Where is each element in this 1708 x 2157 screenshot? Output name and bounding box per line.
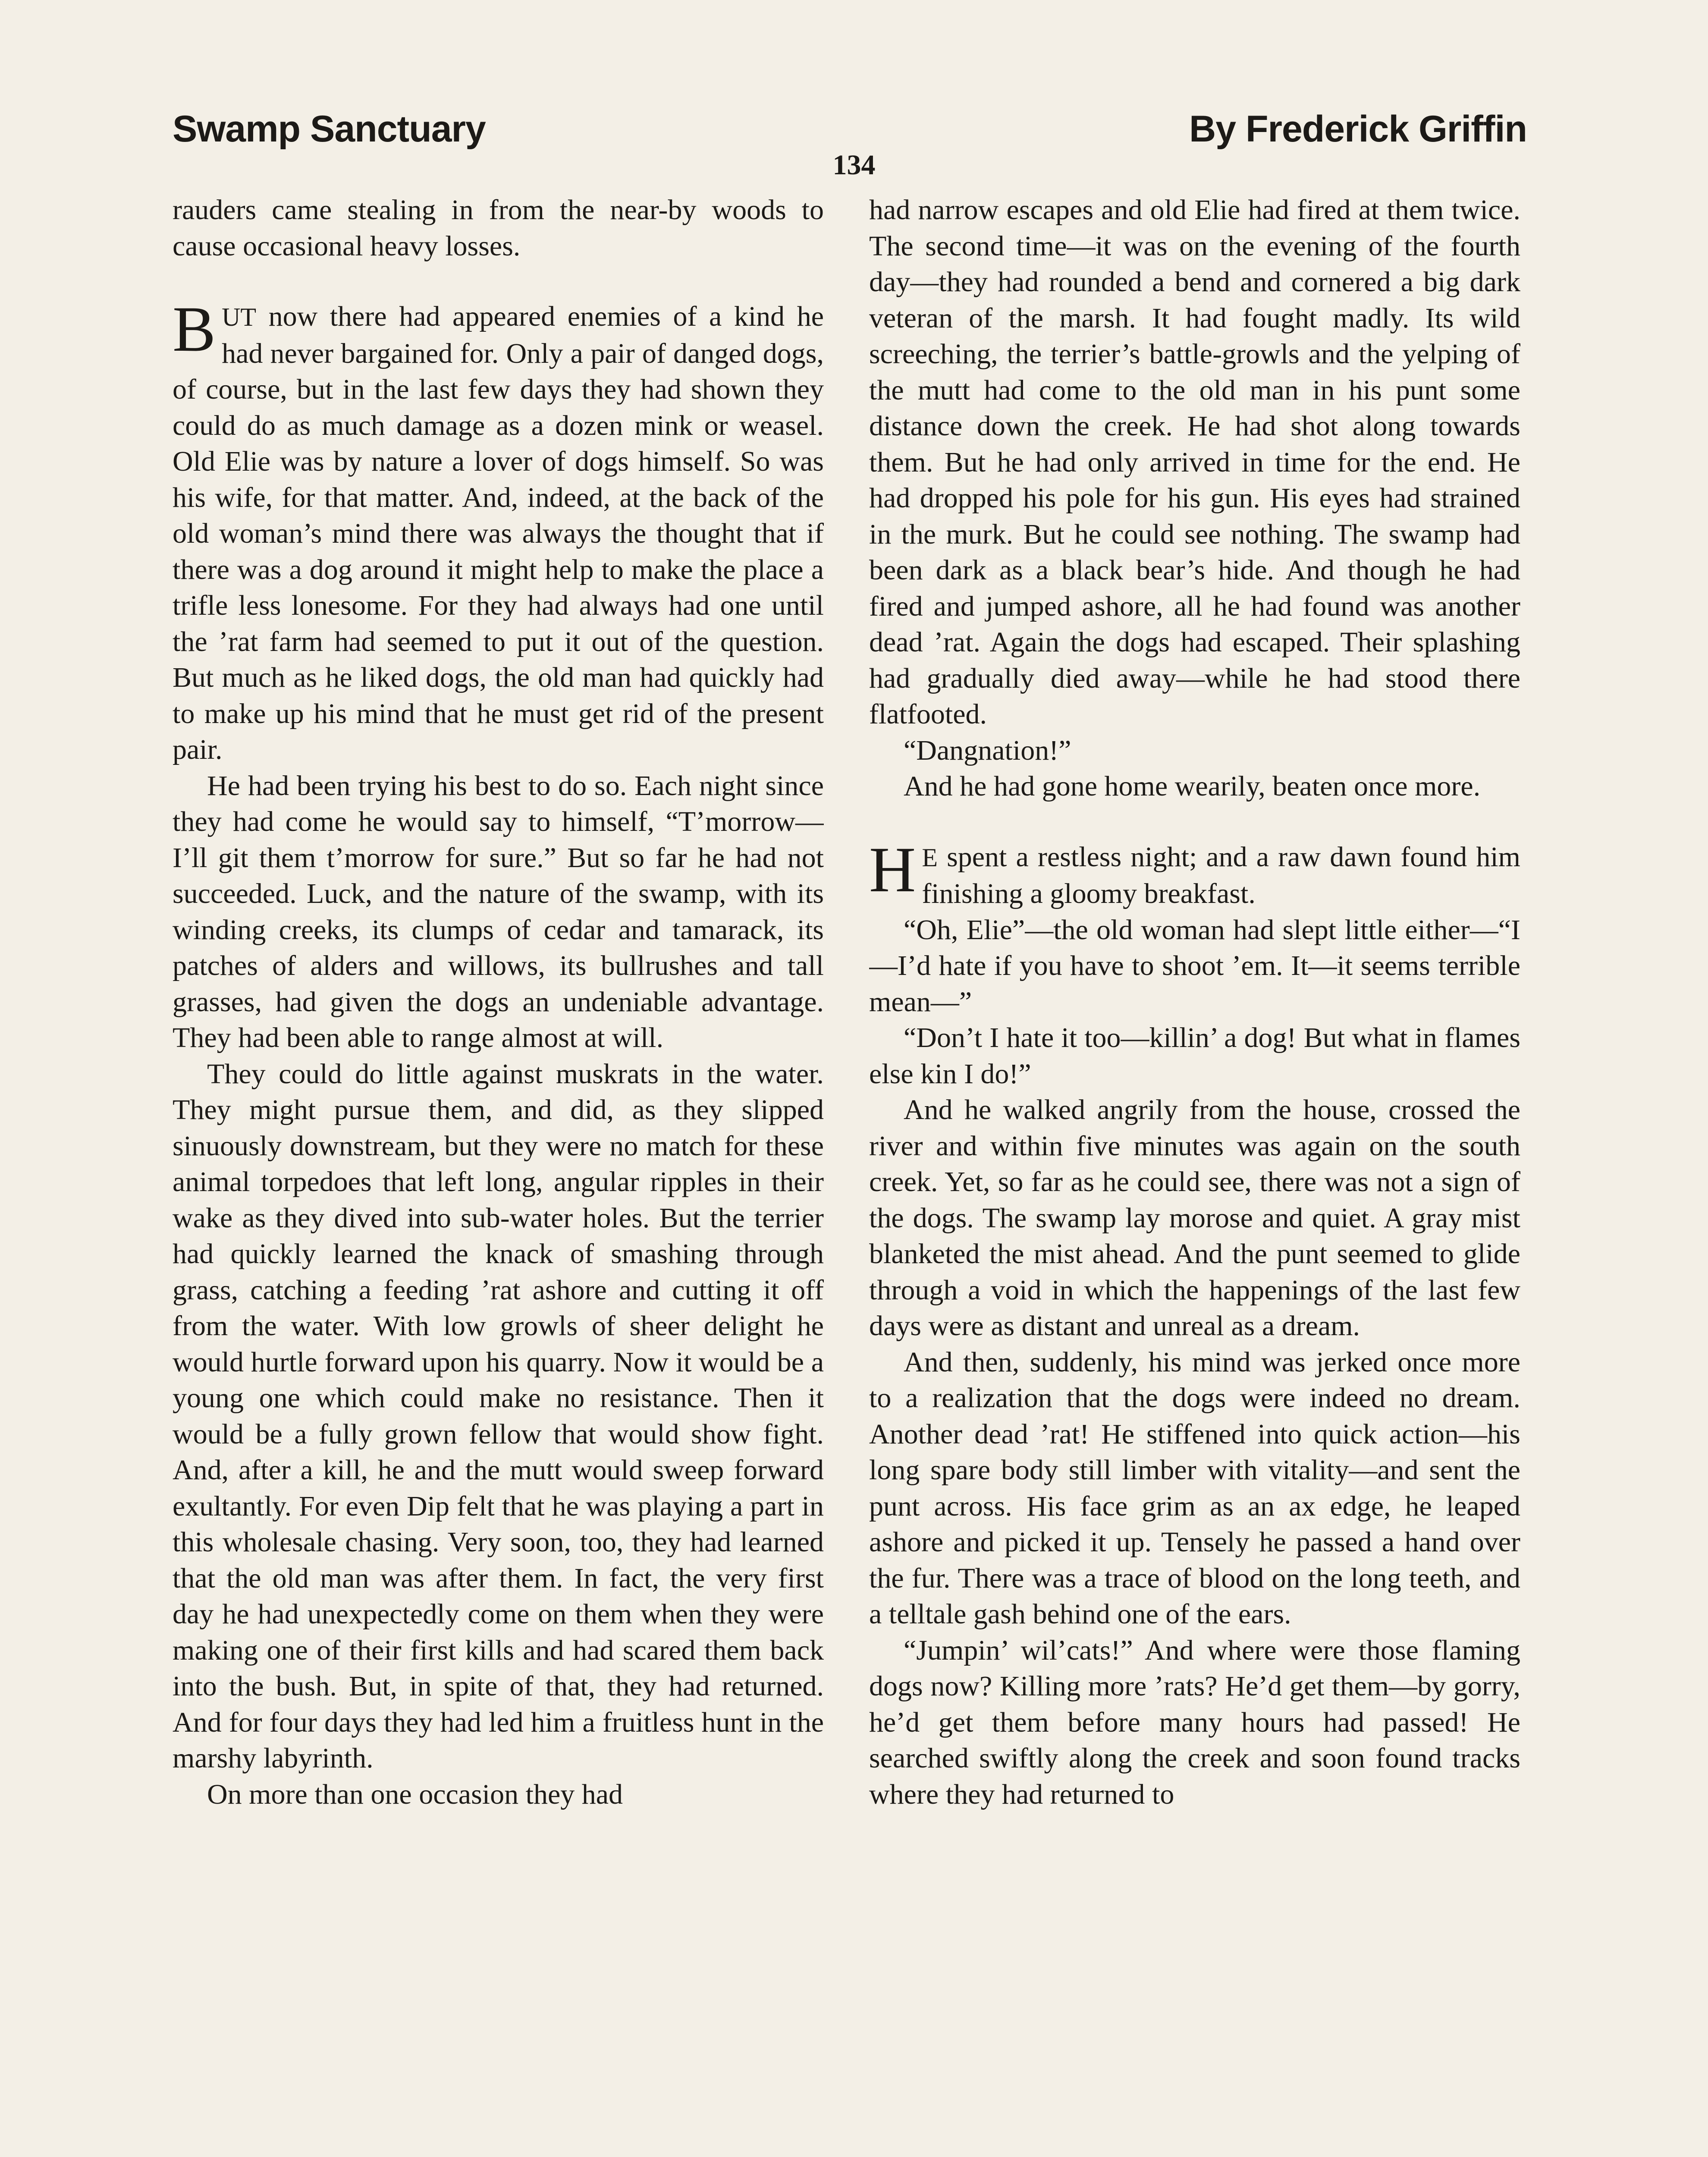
paragraph xyxy=(173,192,824,264)
paragraph xyxy=(869,768,1520,805)
paragraph-text: “Jumpin’ wil’cats!” And where were those flaming dogs now? Killing more ’rats? He’d get them—by gorry, he’d get them before many hours had passed! He searched swiftly along the creek and soon found tracks where they had returned to xyxy=(869,1634,1520,1810)
paragraph-text: And then, suddenly, his mind was jerked once more to a realization that the dogs were indeed no dream. Another dead ’rat! He stiffened into quick action—his long spare body still limber with vitality—and sent the punt across. His face grim as an ax edge, he leaped ashore and picked it up. Tensely he passed a hand over the fur. There was a trace of blood on the long teeth, and a telltale gash behind one of the ears. xyxy=(869,1346,1520,1630)
paragraph-text: They could do little against muskrats in the water. They might pursue them, and did, as they slipped sinuously downstream, but they were no match for these animal torpedoes that left long, angular ripples in their wake as they dived into sub-water holes. But the terrier had quickly learned the knack of smashing through grass, catching a feeding ’rat ashore and cutting it off from the water. With low growls of sheer delight he would hurtle forward upon his quarry. Now it would be a young one which could make no resistance. Then it would be a fully grown fellow that would show fight. And, after a kill, he and the mutt would sweep forward exultantly. For even Dip felt that he was playing a part in this wholesale chasing. Very soon, too, they had learned that the old man was after them. In fact, the very first day he had unexpectedly come on them when they were making one of their first kills and had scared them back into the bush. But, in spite of that, they had returned. And for four days they had led him a fruitless hunt in the marshy labyrinth. xyxy=(173,1058,824,1774)
paragraph xyxy=(869,1092,1520,1344)
paragraph xyxy=(869,733,1520,769)
section-paragraph xyxy=(173,293,824,768)
right-text-column xyxy=(869,192,1520,2157)
lead-in: E xyxy=(922,843,938,872)
paragraph xyxy=(869,1632,1520,1813)
drop-cap: B xyxy=(173,293,216,365)
paragraph xyxy=(173,1056,824,1777)
paragraph-text: He had been trying his best to do so. Each night since they had come he would say to himself, “T’morrow—I’ll git them t’morrow for sure.” But so far he had not succeeded. Luck, and the nature of the swamp, with its winding creeks, its clumps of cedar and tamarack, its patches of alders and willows, its bullrushes and tall grasses, had given the dogs an undeniable advantage. They had been able to range almost at will. xyxy=(173,770,824,1053)
paragraph xyxy=(869,912,1520,1020)
paragraph-text: On more than one occasion they had xyxy=(207,1778,623,1810)
paragraph-text: rauders came stealing in from the near-by woods to cause occasional heavy losses. xyxy=(173,194,824,262)
paragraph xyxy=(173,1777,824,1813)
lead-in: UT xyxy=(222,303,257,331)
paragraph-text: now there had appeared enemies of a kind he had never bargained for. Only a pair of danged dogs, of course, but in the last few days they had shown they could do as much damage as a dozen mink or weasel. Old Elie was by nature a lover of dogs himself. So was his wife, for that matter. And, indeed, at the back of the old woman’s mind there was always the thought that if there was a dog around it might help to make the place a trifle less lonesome. For they had always had one until the ’rat farm had seemed to put it out of the question. But much as he liked dogs, the old man had quickly had to make up his mind that he must get rid of the present pair. xyxy=(173,301,824,765)
paragraph xyxy=(869,1344,1520,1632)
left-text-column xyxy=(173,192,824,2157)
paragraph xyxy=(869,1020,1520,1092)
paragraph-text: had narrow escapes and old Elie had fired at them twice. The second time—it was on the evening of the fourth day—they had rounded a bend and cornered a big dark veteran of the marsh. It had fought madly. Its wild screeching, the terrier’s battle-growls and the yelping of the mutt had come to the old man in his punt some distance down the creek. He had shot along towards them. But he had only arrived in time for the end. He had dropped his pole for his gun. His eyes had strained in the murk. But he could see nothing. The swamp had been dark as a black bear’s hide. And though he had fired and jumped ashore, all he had found was another dead ’rat. Again the dogs had escaped. Their splashing had gradually died away—while he had stood there flatfooted. xyxy=(869,194,1520,730)
section-paragraph xyxy=(869,833,1520,912)
paragraph-text: “Oh, Elie”—the old woman had slept little either—“I—I’d hate if you have to shoot ’em. It—it seems terrible mean—” xyxy=(869,914,1520,1018)
paragraph-text: And he walked angrily from the house, crossed the river and within five minutes was again on the south creek. Yet, so far as he could see, there was not a sign of the dogs. The swamp lay morose and quiet. A gray mist blanketed the mist ahead. And the punt seemed to glide through a void in which the happenings of the last few days were as distant and unreal as a dream. xyxy=(869,1094,1520,1342)
paragraph xyxy=(869,192,1520,733)
paragraph-text: And he had gone home wearily, beaten once more. xyxy=(904,770,1481,802)
paragraph-text: “Dangnation!” xyxy=(904,734,1071,766)
paragraph xyxy=(173,768,824,1056)
drop-cap: H xyxy=(869,833,916,906)
story-title: Swamp Sanctuary xyxy=(173,108,486,150)
paragraph-text: spent a restless night; and a raw dawn found him finishing a gloomy breakfast. xyxy=(922,841,1520,909)
paragraph-text: “Don’t I hate it too—killin’ a dog! But what in flames else kin I do!” xyxy=(869,1022,1520,1090)
page-number: 134 xyxy=(832,149,876,181)
story-author: By Frederick Griffin xyxy=(1189,108,1527,150)
